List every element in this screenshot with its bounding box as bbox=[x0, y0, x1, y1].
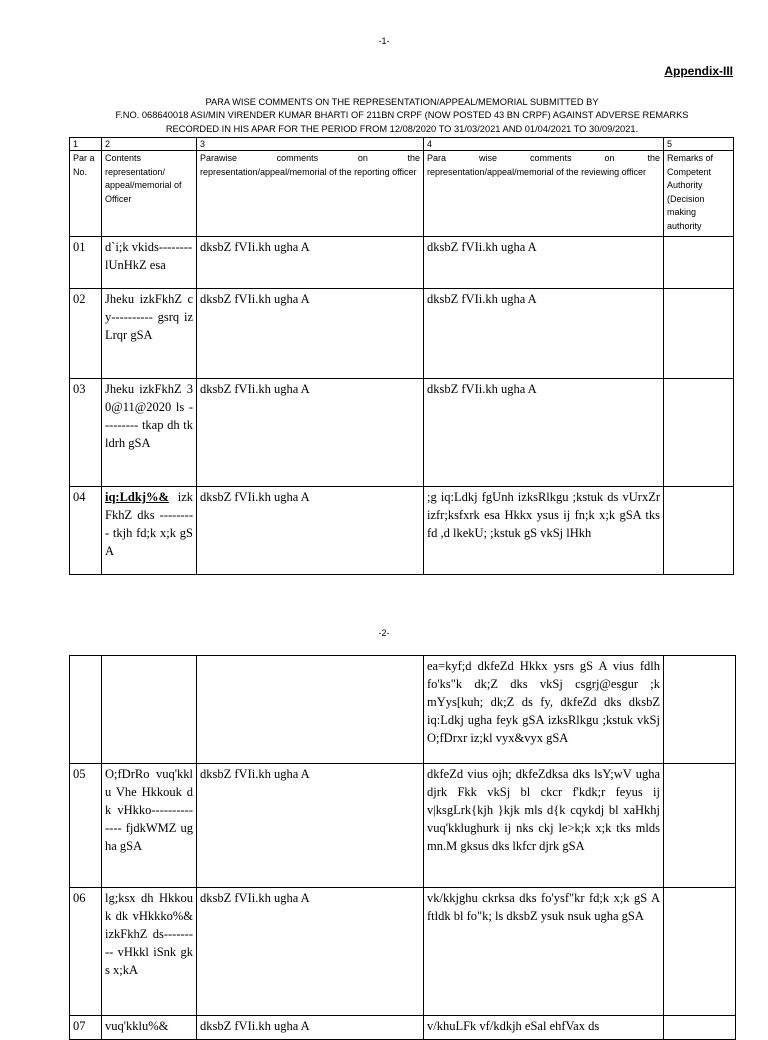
remarks-cell bbox=[664, 289, 734, 379]
table-row bbox=[70, 379, 734, 487]
header-row bbox=[70, 151, 734, 237]
reviewing-comment: v/khuLFk vf/kdkjh eSal ehfVax ds bbox=[424, 1016, 664, 1040]
reporting-comment: dksbZ fVIi.kh ugha A bbox=[197, 289, 424, 379]
column-number: 4 bbox=[424, 138, 664, 151]
column-number: 1 bbox=[70, 138, 102, 151]
column-number: 2 bbox=[102, 138, 197, 151]
heading-line-3: RECORDED IN HIS APAR FOR THE PERIOD FROM 12/08/2020 TO 31/03/2021 AND 01/04/2021 TO 30/09/2021. bbox=[165, 123, 639, 134]
table-row bbox=[70, 1016, 736, 1040]
para-no: 01 bbox=[70, 237, 102, 289]
table-row bbox=[70, 656, 736, 764]
contents-heading: iq:Ldkj%& bbox=[105, 490, 169, 504]
remarks-cell bbox=[664, 379, 734, 487]
para-no bbox=[70, 656, 102, 764]
heading-line-1: PARA WISE COMMENTS ON THE REPRESENTATION/APPEAL/MEMORIAL SUBMITTED BY bbox=[205, 97, 599, 107]
reporting-comment: dksbZ fVIi.kh ugha A bbox=[197, 487, 424, 575]
remarks-cell bbox=[664, 237, 734, 289]
header-reporting-officer: Parawise comments on the representation/appeal/memorial of the reporting officer bbox=[197, 151, 424, 237]
reviewing-comment: dksbZ fVIi.kh ugha A bbox=[424, 379, 664, 487]
reporting-comment: dksbZ fVIi.kh ugha A bbox=[197, 764, 424, 888]
heading-line-2: F.NO. 068640018 ASI/MIN VIRENDER KUMAR BHARTI OF 211BN CRPF (NOW POSTED 43 BN CRPF) AGAINST ADVERSE REMARKS bbox=[115, 110, 689, 121]
contents-cell: O;fDrRo vuq'kklu Vhe Hkkouk dk vHkko-------------- fjdkWMZ ugha gSA bbox=[102, 764, 197, 888]
reporting-comment: dksbZ fVIi.kh ugha A bbox=[197, 1016, 424, 1040]
header-para-no: Par a No. bbox=[70, 151, 102, 237]
remarks-cell bbox=[664, 656, 736, 764]
document-heading bbox=[70, 96, 734, 136]
header-reviewing-officer: Para wise comments on the representation/appeal/memorial of the reviewing officer bbox=[424, 151, 664, 237]
para-no: 04 bbox=[70, 487, 102, 575]
reviewing-comment: dksbZ fVIi.kh ugha A bbox=[424, 237, 664, 289]
header-contents: Contents representation/ appeal/memorial of Officer bbox=[102, 151, 197, 237]
table-row bbox=[70, 888, 736, 1016]
reporting-comment: dksbZ fVIi.kh ugha A bbox=[197, 237, 424, 289]
contents-text: izkFkhZ dks --------- tkjh fd;k x;k gSA bbox=[105, 490, 193, 558]
contents-cell: vuq'kklu%& bbox=[102, 1016, 197, 1040]
reviewing-comment bbox=[424, 487, 664, 575]
column-number-row bbox=[70, 138, 734, 151]
reviewing-comment: ea=kyf;d dkfeZd Hkkx ysrs gS A vius fdlh fo'ks"k dk;Z dks vkSj csgrj@esgur ;k mYys[kuh; dk;Z ds fy, dkfeZd dks dksbZ iq:Ldkj ugha feyk gSA izksRlkgu ;kstuk vkSj O;fDrxr iz;kl vyx&vyx gSA bbox=[424, 656, 664, 764]
para-no: 07 bbox=[70, 1016, 102, 1040]
comments-table-page-1 bbox=[69, 137, 734, 575]
reviewing-text: ;g iq:Ldkj fgUnh izksRlkgu ;kstuk ds vUrxZr izfr;ksfxrk esa Hkkx ysus ij fn;k x;k gSA tks fd ,d lkekU; ;kstuk gS vkSj lHkh bbox=[427, 490, 660, 540]
remarks-cell bbox=[664, 1016, 736, 1040]
para-no: 03 bbox=[70, 379, 102, 487]
para-no: 05 bbox=[70, 764, 102, 888]
reviewing-comment: vk/kkjghu ckrksa dks fo'ysf"kr fd;k x;k gS A ftldk bl fo"k; ls dksbZ ysuk nsuk ugha gSA bbox=[424, 888, 664, 1016]
reporting-comment bbox=[197, 656, 424, 764]
para-no: 02 bbox=[70, 289, 102, 379]
reviewing-comment: dksbZ fVIi.kh ugha A bbox=[424, 289, 664, 379]
comments-table-page-2 bbox=[69, 655, 736, 1040]
contents-cell: Jheku izkFkhZ 30@11@2020 ls --------- tkap dh tk ldrh gSA bbox=[102, 379, 197, 487]
table-row bbox=[70, 764, 736, 888]
appendix-title: Appendix-III bbox=[664, 64, 733, 78]
contents-cell: lg;ksx dh Hkkouk dk vHkkko%& izkFkhZ ds--------- vHkkl iSnk gks x;kA bbox=[102, 888, 197, 1016]
table-row bbox=[70, 289, 734, 379]
header-remarks: Remarks of Competent Authority (Decision making authority bbox=[664, 151, 734, 237]
table-row bbox=[70, 237, 734, 289]
column-number: 5 bbox=[664, 138, 734, 151]
page-number-1: -1- bbox=[378, 36, 390, 46]
contents-cell: d`i;k vkids-------- lUnHkZ esa bbox=[102, 237, 197, 289]
contents-cell bbox=[102, 487, 197, 575]
remarks-cell bbox=[664, 487, 734, 575]
column-number: 3 bbox=[197, 138, 424, 151]
contents-cell: Jheku izkFkhZ cy---------- gsrq izLrqr gSA bbox=[102, 289, 197, 379]
remarks-cell bbox=[664, 888, 736, 1016]
contents-cell bbox=[102, 656, 197, 764]
reporting-comment: dksbZ fVIi.kh ugha A bbox=[197, 888, 424, 1016]
page-number-2: -2- bbox=[378, 628, 390, 638]
reporting-comment: dksbZ fVIi.kh ugha A bbox=[197, 379, 424, 487]
para-no: 06 bbox=[70, 888, 102, 1016]
table-row bbox=[70, 487, 734, 575]
remarks-cell bbox=[664, 764, 736, 888]
reviewing-comment: dkfeZd vius ojh; dkfeZdksa dks lsY;wV ugha djrk Fkk vkSj bl ckcr f'kdk;r feyus ij v|ksgLrk{kjh }kjk mls d{k cqykdj bl xaHkhj vuq'kklughurk ij nks ckj le>k;k x;k tks mlds mn.M gksus dks lkfcr djrk gSA bbox=[424, 764, 664, 888]
